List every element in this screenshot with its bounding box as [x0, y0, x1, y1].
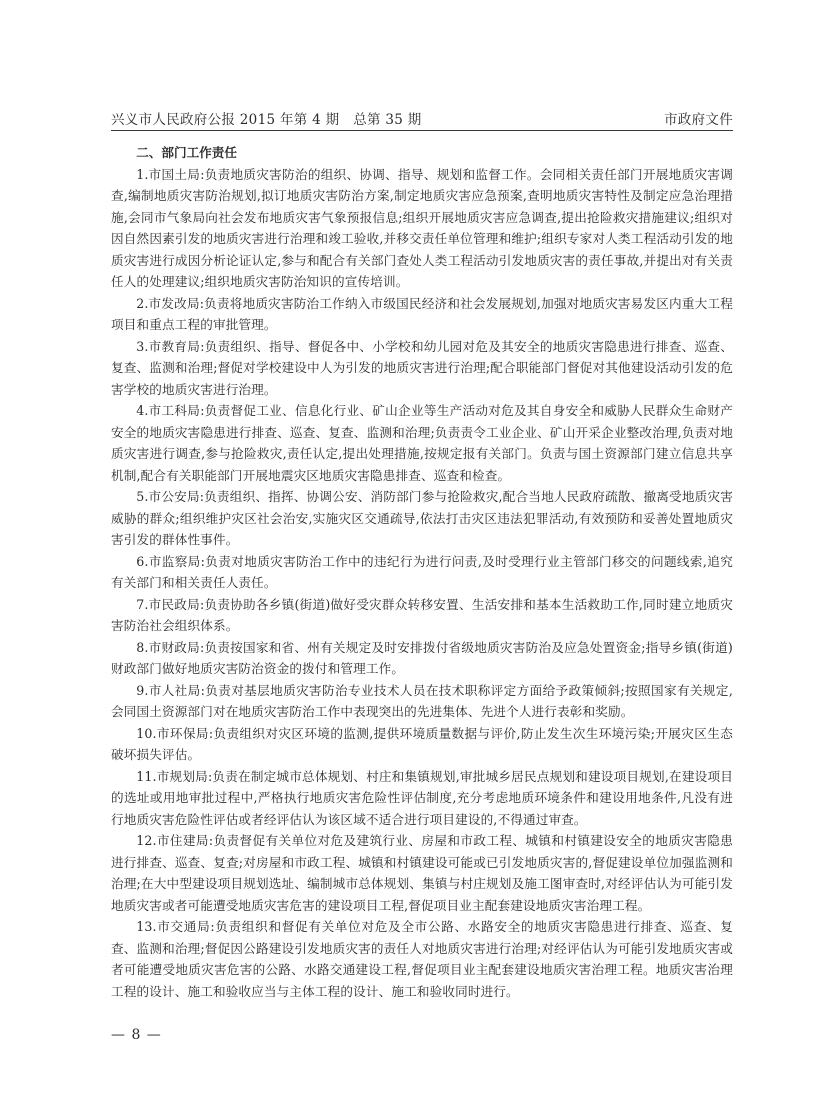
paragraph-4: 4.市工科局:负责督促工业、信息化行业、矿山企业等生产活动对危及其自身安全和威胁人民群众生命财产安全的地质灾害隐患进行排查、巡查、复查、监测和治理;负责责令工业企业、矿山开采企业整改治理,负责对地质灾害进行调查,参与抢险救灾,责任认定,提出处理措施,按规定报有关部门。负责与国土资源部门建立信息共享机制,配合有关职能部门开展地震灾区地质灾害隐患排查、巡查和检查。 [111, 403, 733, 483]
page-number: — 8 — [111, 1027, 162, 1043]
paragraph-7: 7.市民政局:负责协助各乡镇(街道)做好受灾群众转移安置、生活安排和基本生活救助工作,同时建立地质灾害防治社会组织体系。 [111, 596, 733, 633]
header-section-name: 市政府文件 [664, 112, 733, 128]
paragraph-11: 11.市规划局:负责在制定城市总体规划、村庄和集镇规划,审批城乡居民点规划和建设项目规划,在建设项目的选址或用地审批过程中,严格执行地质灾害危险性评估制度,充分考虑地质环境条件和建设用地条件,凡没有进行地质灾害危险性评估或者经评估认为该区域不适合进行项目建设的,不得通过审查。 [111, 768, 733, 827]
paragraph-9: 9.市人社局:负责对基层地质灾害防治专业技术人员在技术职称评定方面给予政策倾斜;按照国家有关规定,会同国土资源部门对在地质灾害防治工作中表现突出的先进集体、先进个人进行表彰和奖励。 [111, 682, 733, 719]
paragraph-5: 5.市公安局:负责组织、指挥、协调公安、消防部门参与抢险救灾,配合当地人民政府疏散、撤离受地质灾害威胁的群众;组织维护灾区社会治安,实施灾区交通疏导,依法打击灾区违法犯罪活动,有效预防和妥善处置地质灾害引发的群体性事件。 [111, 489, 733, 547]
header-divider [111, 130, 733, 131]
header-publication-info: 兴义市人民政府公报 2015 年第 4 期 总第 35 期 [111, 112, 422, 128]
paragraph-2: 2.市发改局:负责将地质灾害防治工作纳入市级国民经济和社会发展规划,加强对地质灾害易发区内重大工程项目和重点工程的审批管理。 [111, 295, 733, 332]
paragraph-12: 12.市住建局:负责督促有关单位对危及建筑行业、房屋和市政工程、城镇和村镇建设安全的地质灾害隐患进行排查、巡查、复查;对房屋和市政工程、城镇和村镇建设可能或已引发地质灾害的,督促建设单位加强监测和治理;在大中型建设项目规划选址、编制城市总体规划、集镇与村庄规划及施工图审查时,对经评估认为可能引发地质灾害或者可能遭受地质灾害危害的建设项目工程,督促项目业主配套建设地质灾害治理工程。 [111, 833, 733, 913]
paragraph-10: 10.市环保局:负责组织对灾区环境的监测,提供环境质量数据与评价,防止发生次生环境污染;开展灾区生态破坏损失评估。 [111, 725, 733, 762]
document-body [111, 142, 733, 1002]
section-heading: 二、部门工作责任 [136, 145, 237, 160]
paragraph-8: 8.市财政局:负责按国家和省、州有关规定及时安排拨付省级地质灾害防治及应急处置资金;指导乡镇(街道)财政部门做好地质灾害防治资金的拨付和管理工作。 [111, 639, 733, 676]
paragraph-13: 13.市交通局:负责组织和督促有关单位对危及全市公路、水路安全的地质灾害隐患进行排查、巡查、复查、监测和治理;督促因公路建设引发地质灾害的责任人对地质灾害进行治理;对经评估认为可能引发地质灾害或者可能遭受地质灾害危害的公路、水路交通建设工程,督促项目业主配套建设地质灾害治理工程。地质灾害治理工程的设计、施工和验收应当与主体工程的设计、施工和验收同时进行。 [111, 919, 733, 999]
running-header [111, 106, 733, 128]
paragraph-3: 3.市教育局:负责组织、指导、督促各中、小学校和幼儿园对危及其安全的地质灾害隐患进行排查、巡查、复查、监测和治理;督促对学校建设中人为引发的地质灾害进行治理;配合职能部门督促对其他建设活动引发的危害学校的地质灾害进行治理。 [111, 338, 733, 397]
paragraph-6: 6.市监察局:负责对地质灾害防治工作中的违纪行为进行问责,及时受理行业主管部门移交的问题线索,追究有关部门和相关责任人责任。 [111, 553, 733, 590]
paragraph-1: 1.市国土局:负责地质灾害防治的组织、协调、指导、规划和监督工作。会同相关责任部门开展地质灾害调查,编制地质灾害防治规划,拟订地质灾害防治方案,制定地质灾害应急预案,查明地质灾害特性及制定应急治理措施,会同市气象局向社会发布地质灾害气象预报信息;组织开展地质灾害应急调查,提出抢险救灾措施建议;组织对因自然因素引发的地质灾害进行治理和竣工验收,并移交责任单位管理和维护;组织专家对人类工程活动引发的地质灾害进行成因分析论证认定,参与和配合有关部门查处人类工程活动引发地质灾害的责任事故,并提出对有关责任人的处理建议;组织地质灾害防治知识的宣传培训。 [111, 166, 733, 289]
